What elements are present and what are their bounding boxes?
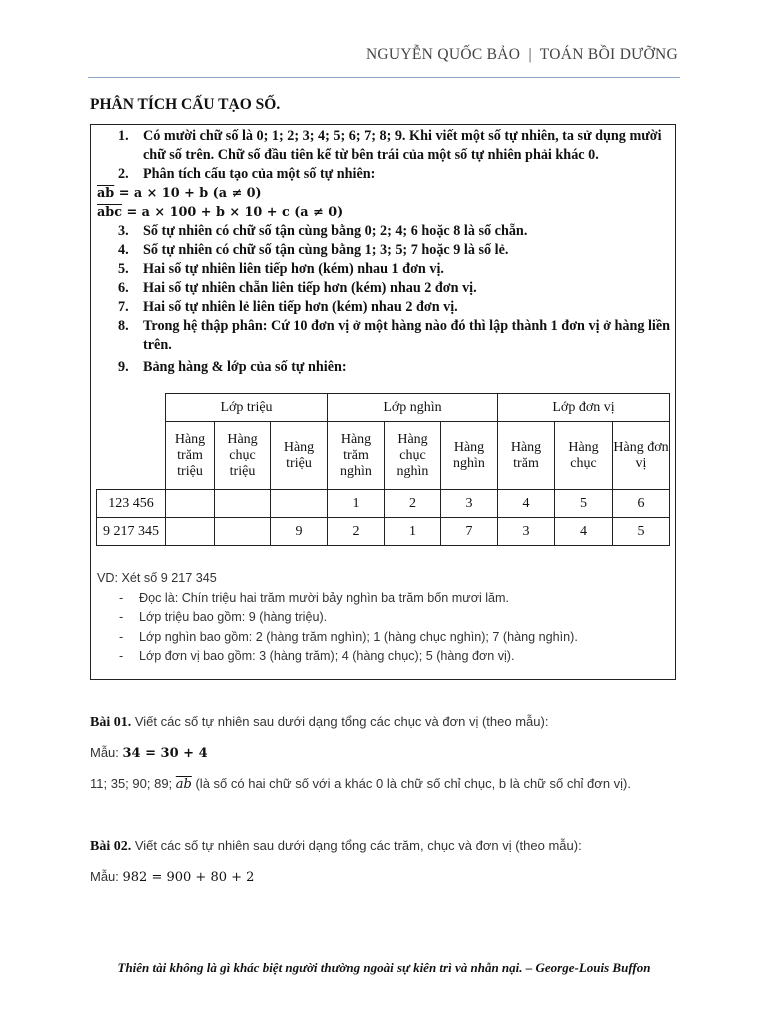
bullet-dash: - xyxy=(119,590,124,605)
digit-cell: 1 xyxy=(328,490,385,518)
bullet-text: Đọc là: Chín triệu hai trăm mười bảy nghìn ba trăm bốn mươi lăm. xyxy=(139,590,510,605)
place-header: Hàng đơn vị xyxy=(613,422,670,490)
sample-label: Mẫu: xyxy=(90,869,123,884)
place-header: Hàng trăm triệu xyxy=(166,422,215,490)
item-number: 6. xyxy=(118,280,129,296)
theory-box xyxy=(90,124,676,680)
list-item xyxy=(91,279,677,298)
section-title: PHÂN TÍCH CẤU TẠO SỐ. xyxy=(90,96,281,113)
digit-cell: 2 xyxy=(385,490,441,518)
digit-cell xyxy=(166,518,215,546)
list-note: (là số có hai chữ số với a khác 0 là chữ số chỉ chục, b là chữ số chỉ đơn vị). xyxy=(191,776,631,791)
example-bullet xyxy=(97,628,672,648)
item-text: Bảng hàng & lớp của số tự nhiên: xyxy=(143,359,347,375)
row-number: 9 217 345 xyxy=(97,518,166,546)
list-item xyxy=(91,165,677,184)
formula-two-digit xyxy=(91,184,677,203)
digit-cell: 9 xyxy=(271,518,328,546)
class-header-units: Lớp đơn vị xyxy=(498,394,670,422)
list-item xyxy=(91,317,677,355)
digit-cell: 4 xyxy=(555,518,613,546)
item-number: 1. xyxy=(118,128,129,144)
item-number: 8. xyxy=(118,318,129,334)
example-bullet xyxy=(97,589,672,609)
item-text: Số tự nhiên có chữ số tận cùng bằng 0; 2; 4; 6 hoặc 8 là số chẵn. xyxy=(143,223,528,239)
digit-cell: 3 xyxy=(441,490,498,518)
bullet-text: Lớp đơn vị bao gồm: 3 (hàng trăm); 4 (hàng chục); 5 (hàng đơn vị). xyxy=(139,649,515,663)
place-header: Hàng trăm nghìn xyxy=(328,422,385,490)
place-header: Hàng chục nghìn xyxy=(385,422,441,490)
number-list: 11; 35; 90; 89; xyxy=(90,776,176,791)
digit-cell xyxy=(215,490,271,518)
place-value-table xyxy=(96,393,670,546)
example-bullet xyxy=(97,647,672,667)
header-author: NGUYỄN QUỐC BẢO xyxy=(365,46,521,63)
digit-cell xyxy=(271,490,328,518)
item-text: Hai số tự nhiên chẵn liên tiếp hơn (kém) nhau 2 đơn vị. xyxy=(143,280,477,296)
exercise-1-list xyxy=(90,776,631,793)
digit-cell: 4 xyxy=(498,490,555,518)
list-item xyxy=(91,127,677,165)
page-header xyxy=(366,46,678,64)
list-item xyxy=(91,298,677,317)
place-header: Hàng chục xyxy=(555,422,613,490)
digit-cell xyxy=(166,490,215,518)
digit-cell: 3 xyxy=(498,518,555,546)
formula-three-digit xyxy=(91,203,677,222)
exercise-1-text: Viết các số tự nhiên sau dưới dạng tổng các chục và đơn vị (theo mẫu): xyxy=(131,714,549,729)
digit-cell: 5 xyxy=(613,518,670,546)
list-item xyxy=(91,241,677,260)
overline-abc: $\overline{abc}$ xyxy=(97,205,123,220)
header-rule xyxy=(88,77,680,78)
exercise-2-label: Bài 02. xyxy=(90,839,132,854)
formula-rhs: = a × 10 + b (a ≠ 0) xyxy=(114,186,262,201)
digit-cell: 1 xyxy=(385,518,441,546)
place-header: Hàng triệu xyxy=(271,422,328,490)
bullet-dash: - xyxy=(119,649,124,663)
table-corner xyxy=(97,394,166,422)
class-header-millions: Lớp triệu xyxy=(166,394,328,422)
table-corner xyxy=(97,422,166,490)
list-item xyxy=(91,358,677,377)
table-row xyxy=(97,518,670,546)
exercise-1-prompt xyxy=(90,714,548,731)
example-block xyxy=(97,569,672,667)
theory-list xyxy=(91,127,677,377)
item-text: Hai số tự nhiên liên tiếp hơn (kém) nhau 1 đơn vị. xyxy=(143,261,444,277)
exercise-2-prompt xyxy=(90,838,582,855)
place-header: Hàng nghìn xyxy=(441,422,498,490)
sample-formula: 34 = 30 + 4 xyxy=(122,746,208,761)
digit-cell xyxy=(215,518,271,546)
sample-label: Mẫu: xyxy=(90,745,123,760)
item-text: Số tự nhiên có chữ số tận cùng bằng 1; 3; 5; 7 hoặc 9 là số lẻ. xyxy=(143,242,509,258)
formula-rhs: = a × 100 + b × 10 + c (a ≠ 0) xyxy=(122,205,344,220)
overline-ab: $\overline{ab}$ xyxy=(97,186,115,201)
item-text: Có mười chữ số là 0; 1; 2; 3; 4; 5; 6; 7; 8; 9. Khi viết một số tự nhiên, ta sử dụng mười chữ số trên. Chữ số đầu tiên kể từ bên trái của một số tự nhiên phải khác 0. xyxy=(143,128,662,163)
exercise-1-label: Bài 01. xyxy=(90,715,132,730)
item-text: Trong hệ thập phân: Cứ 10 đơn vị ở một hàng nào đó thì lập thành 1 đơn vị ở hàng liền trên. xyxy=(143,318,671,353)
header-subject: TOÁN BỒI DƯỠNG xyxy=(539,46,678,63)
overline-ab: $\overline{ab}$ xyxy=(175,777,192,792)
exercise-2-text: Viết các số tự nhiên sau dưới dạng tổng các trăm, chục và đơn vị (theo mẫu): xyxy=(131,838,582,853)
item-number: 3. xyxy=(118,223,129,239)
exercise-1-sample xyxy=(90,745,208,762)
bullet-text: Lớp triệu bao gồm: 9 (hàng triệu). xyxy=(139,610,328,624)
digit-cell: 2 xyxy=(328,518,385,546)
exercise-2-sample xyxy=(90,869,254,886)
example-bullet xyxy=(97,608,672,628)
header-separator: | xyxy=(528,46,532,63)
item-text: Phân tích cấu tạo của một số tự nhiên: xyxy=(143,166,376,182)
place-value-table-wrap xyxy=(96,393,670,546)
row-number: 123 456 xyxy=(97,490,166,518)
class-header-thousands: Lớp nghìn xyxy=(328,394,498,422)
item-number: 5. xyxy=(118,261,129,277)
digit-cell: 7 xyxy=(441,518,498,546)
digit-cell: 5 xyxy=(555,490,613,518)
item-number: 2. xyxy=(118,166,129,182)
bullet-dash: - xyxy=(119,610,124,624)
item-text: Hai số tự nhiên lẻ liên tiếp hơn (kém) nhau 2 đơn vị. xyxy=(143,299,458,315)
bullet-dash: - xyxy=(119,629,124,644)
example-heading: VD: Xét số 9 217 345 xyxy=(97,571,217,585)
item-number: 7. xyxy=(118,299,129,315)
digit-cell: 6 xyxy=(613,490,670,518)
item-number: 4. xyxy=(118,242,129,258)
place-header: Hàng chục triệu xyxy=(215,422,271,490)
table-row xyxy=(97,490,670,518)
place-header: Hàng trăm xyxy=(498,422,555,490)
footer-quote: Thiên tài không là gì khác biệt người thường ngoài sự kiên trì và nhẫn nại. – George-Louis Buffon xyxy=(117,960,651,975)
bullet-text: Lớp nghìn bao gồm: 2 (hàng trăm nghìn); 1 (hàng chục nghìn); 7 (hàng nghìn). xyxy=(139,629,578,644)
sample-formula: 982 = 900 + 80 + 2 xyxy=(122,870,255,885)
list-item xyxy=(91,260,677,279)
list-item xyxy=(91,222,677,241)
item-number: 9. xyxy=(118,359,129,375)
